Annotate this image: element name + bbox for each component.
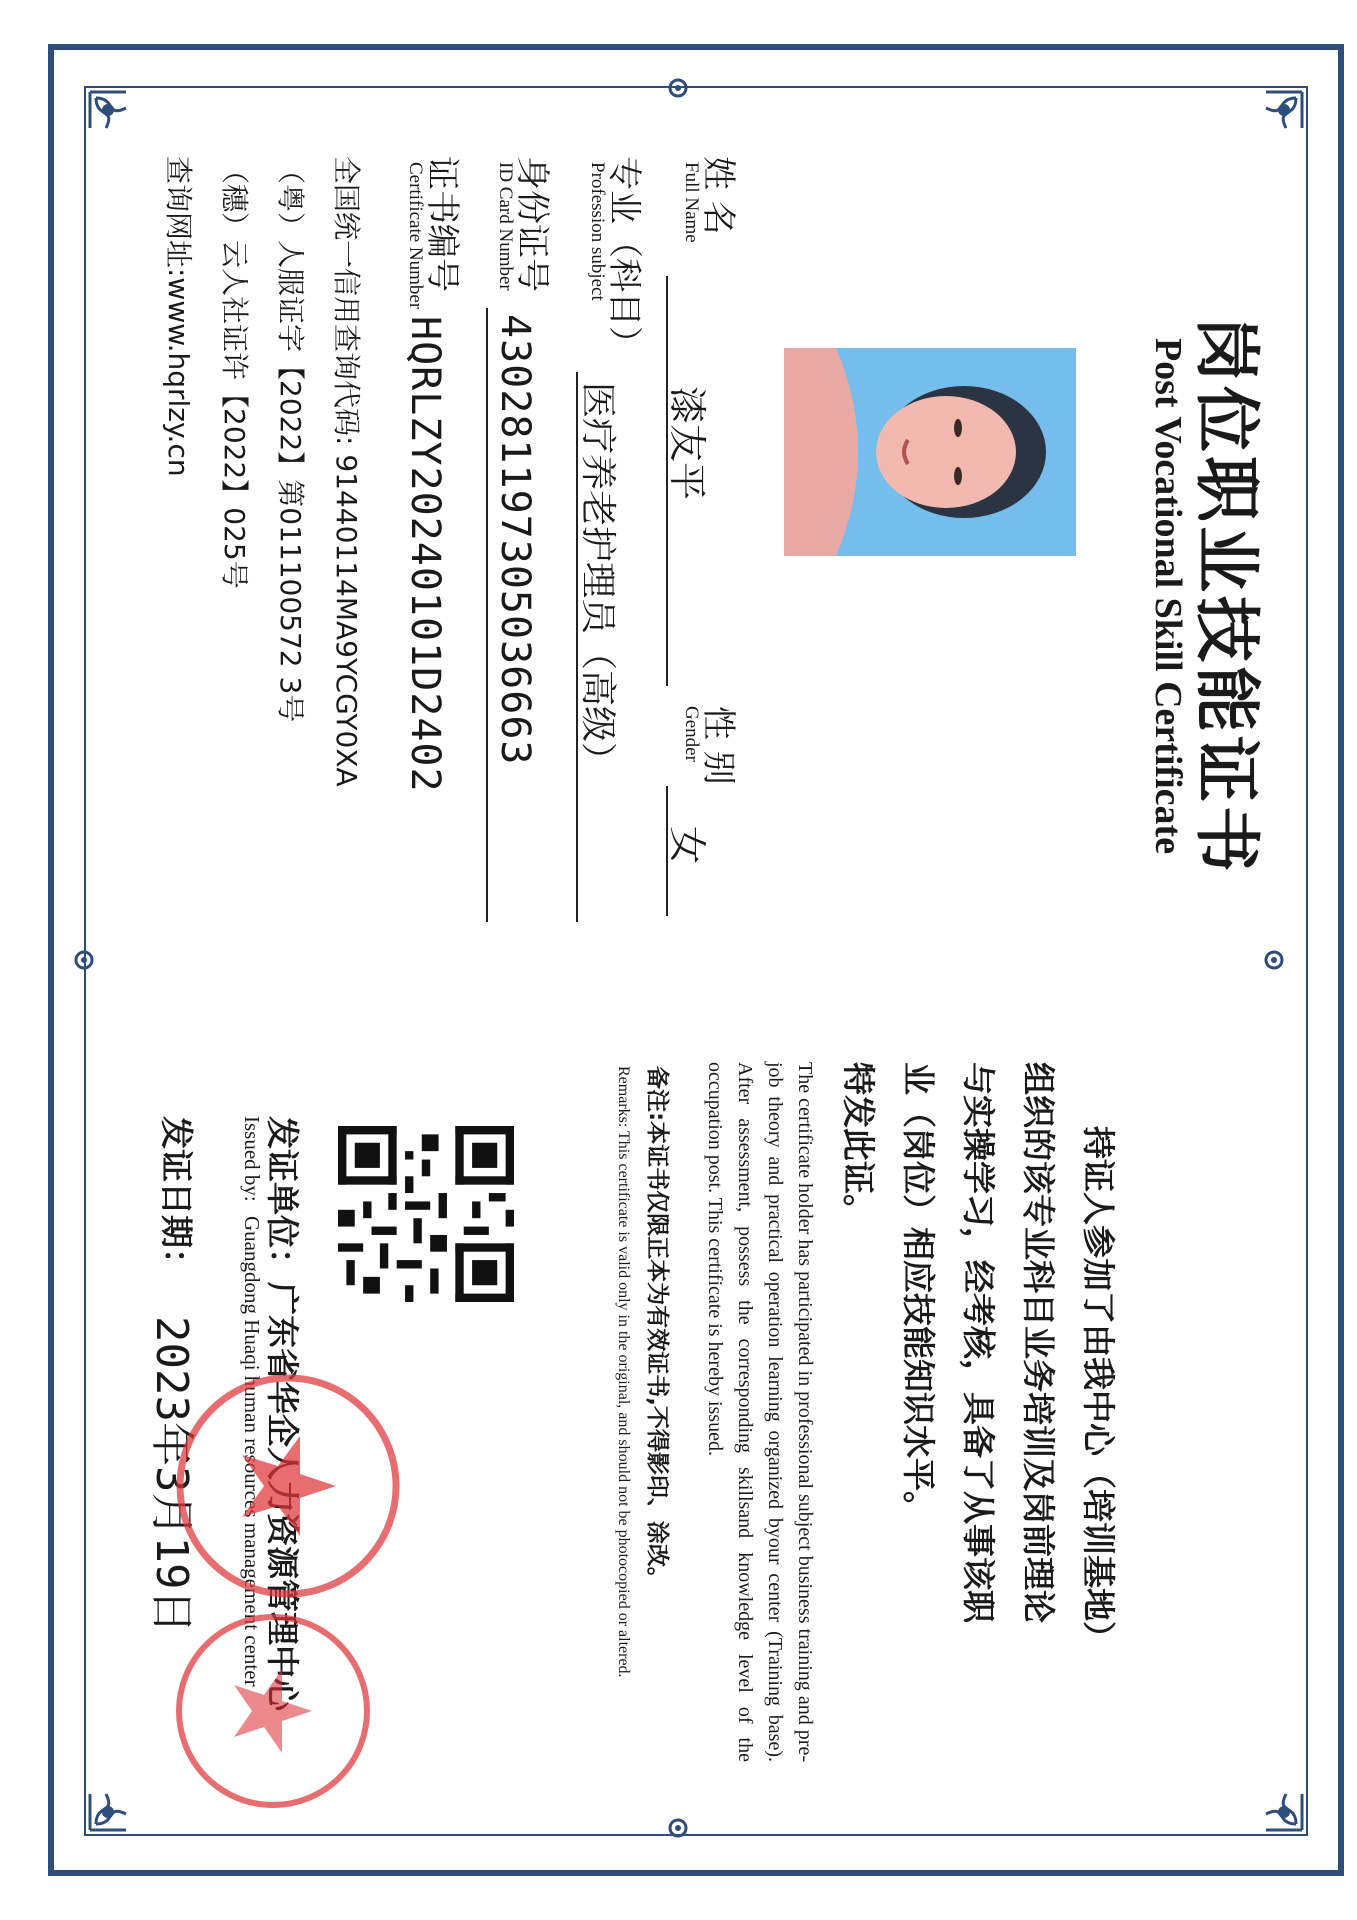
id-value: 430281197305036663	[492, 314, 538, 766]
certificate-body	[84, 86, 1308, 1836]
id-label-en: ID Card Number	[495, 162, 516, 291]
id-underline	[486, 308, 488, 922]
statement-line: 与实操学习，经考核，具备了从事该职	[959, 1062, 998, 1623]
issue-date-label: 发证日期：	[157, 1116, 196, 1281]
gender-label: 性 别	[698, 706, 738, 785]
cert-number-value: HQRLZY20240101D2402	[402, 316, 448, 793]
query-website: 查询网址:www.hqrlzy.cn	[162, 156, 195, 477]
certificate-title: 岗位职业技能证书	[1188, 316, 1265, 876]
profession-label-en: Profession subject	[587, 162, 608, 301]
gender-value: 女	[665, 826, 709, 865]
issuer-name-en: Guangdong Huaqi human resources management center	[240, 1216, 264, 1687]
name-value: 漆友平	[665, 386, 709, 501]
seal-text	[1307, 86, 1308, 87]
statement-line: 组织的该专业科目业务培训及岗前理论	[1019, 1062, 1058, 1623]
holder-photo	[784, 348, 1076, 556]
statement-line: 特发此证。	[839, 1062, 878, 1227]
issuer-label: 发证单位：	[263, 1116, 302, 1281]
certificate-title-en: Post Vocational Skill Certificate	[1147, 337, 1189, 855]
credit-code: 全国统一信用查询代码: 91440114MA9YCGY0XA	[330, 156, 363, 787]
name-label-en: Full Name	[681, 162, 702, 243]
cert-number-label-en: Certificate Number	[405, 162, 426, 310]
cert-number-label: 证书编号	[422, 156, 462, 292]
qr-code-icon	[338, 1126, 514, 1302]
issue-date-value: 2023年3月19日	[146, 1316, 197, 1634]
official-seal	[168, 1366, 408, 1606]
remark-cn: 备注:本证书仅限正本为有效证书,不得影印、涂改。	[644, 1066, 670, 1590]
license-guangzhou: （穗）云人社证许【2022】025号	[218, 156, 251, 589]
remark-en: Remarks: This certificate is valid only in the original, and should not be photocopied or altered.	[615, 1066, 632, 1678]
statement-line: 业（岗位）相应技能知识水平。	[899, 1062, 938, 1524]
gender-label-en: Gender	[681, 706, 702, 762]
statement-en: The certificate holder has participated in professional subject business training and pre-job theory and practical operation learning organized byour center (Training base). After assessment, possess the corresponding skillsand knowledge level of the occupation post. This certificate is hereby issued.	[704, 1062, 816, 1762]
issuer-label-en: Issued by:	[240, 1116, 264, 1202]
profession-label: 专业（科目）	[604, 156, 644, 360]
name-label: 姓 名	[698, 156, 738, 235]
id-label: 身份证号	[512, 156, 552, 292]
license-hr: （粤）人服证字【2022】第011100572 3号	[274, 156, 307, 723]
official-seal	[168, 1606, 378, 1816]
statement-line: 持证人参加了由我中心（培训基地）	[1079, 1126, 1118, 1654]
profession-value: 医疗养老护理员（高级）	[577, 382, 618, 779]
